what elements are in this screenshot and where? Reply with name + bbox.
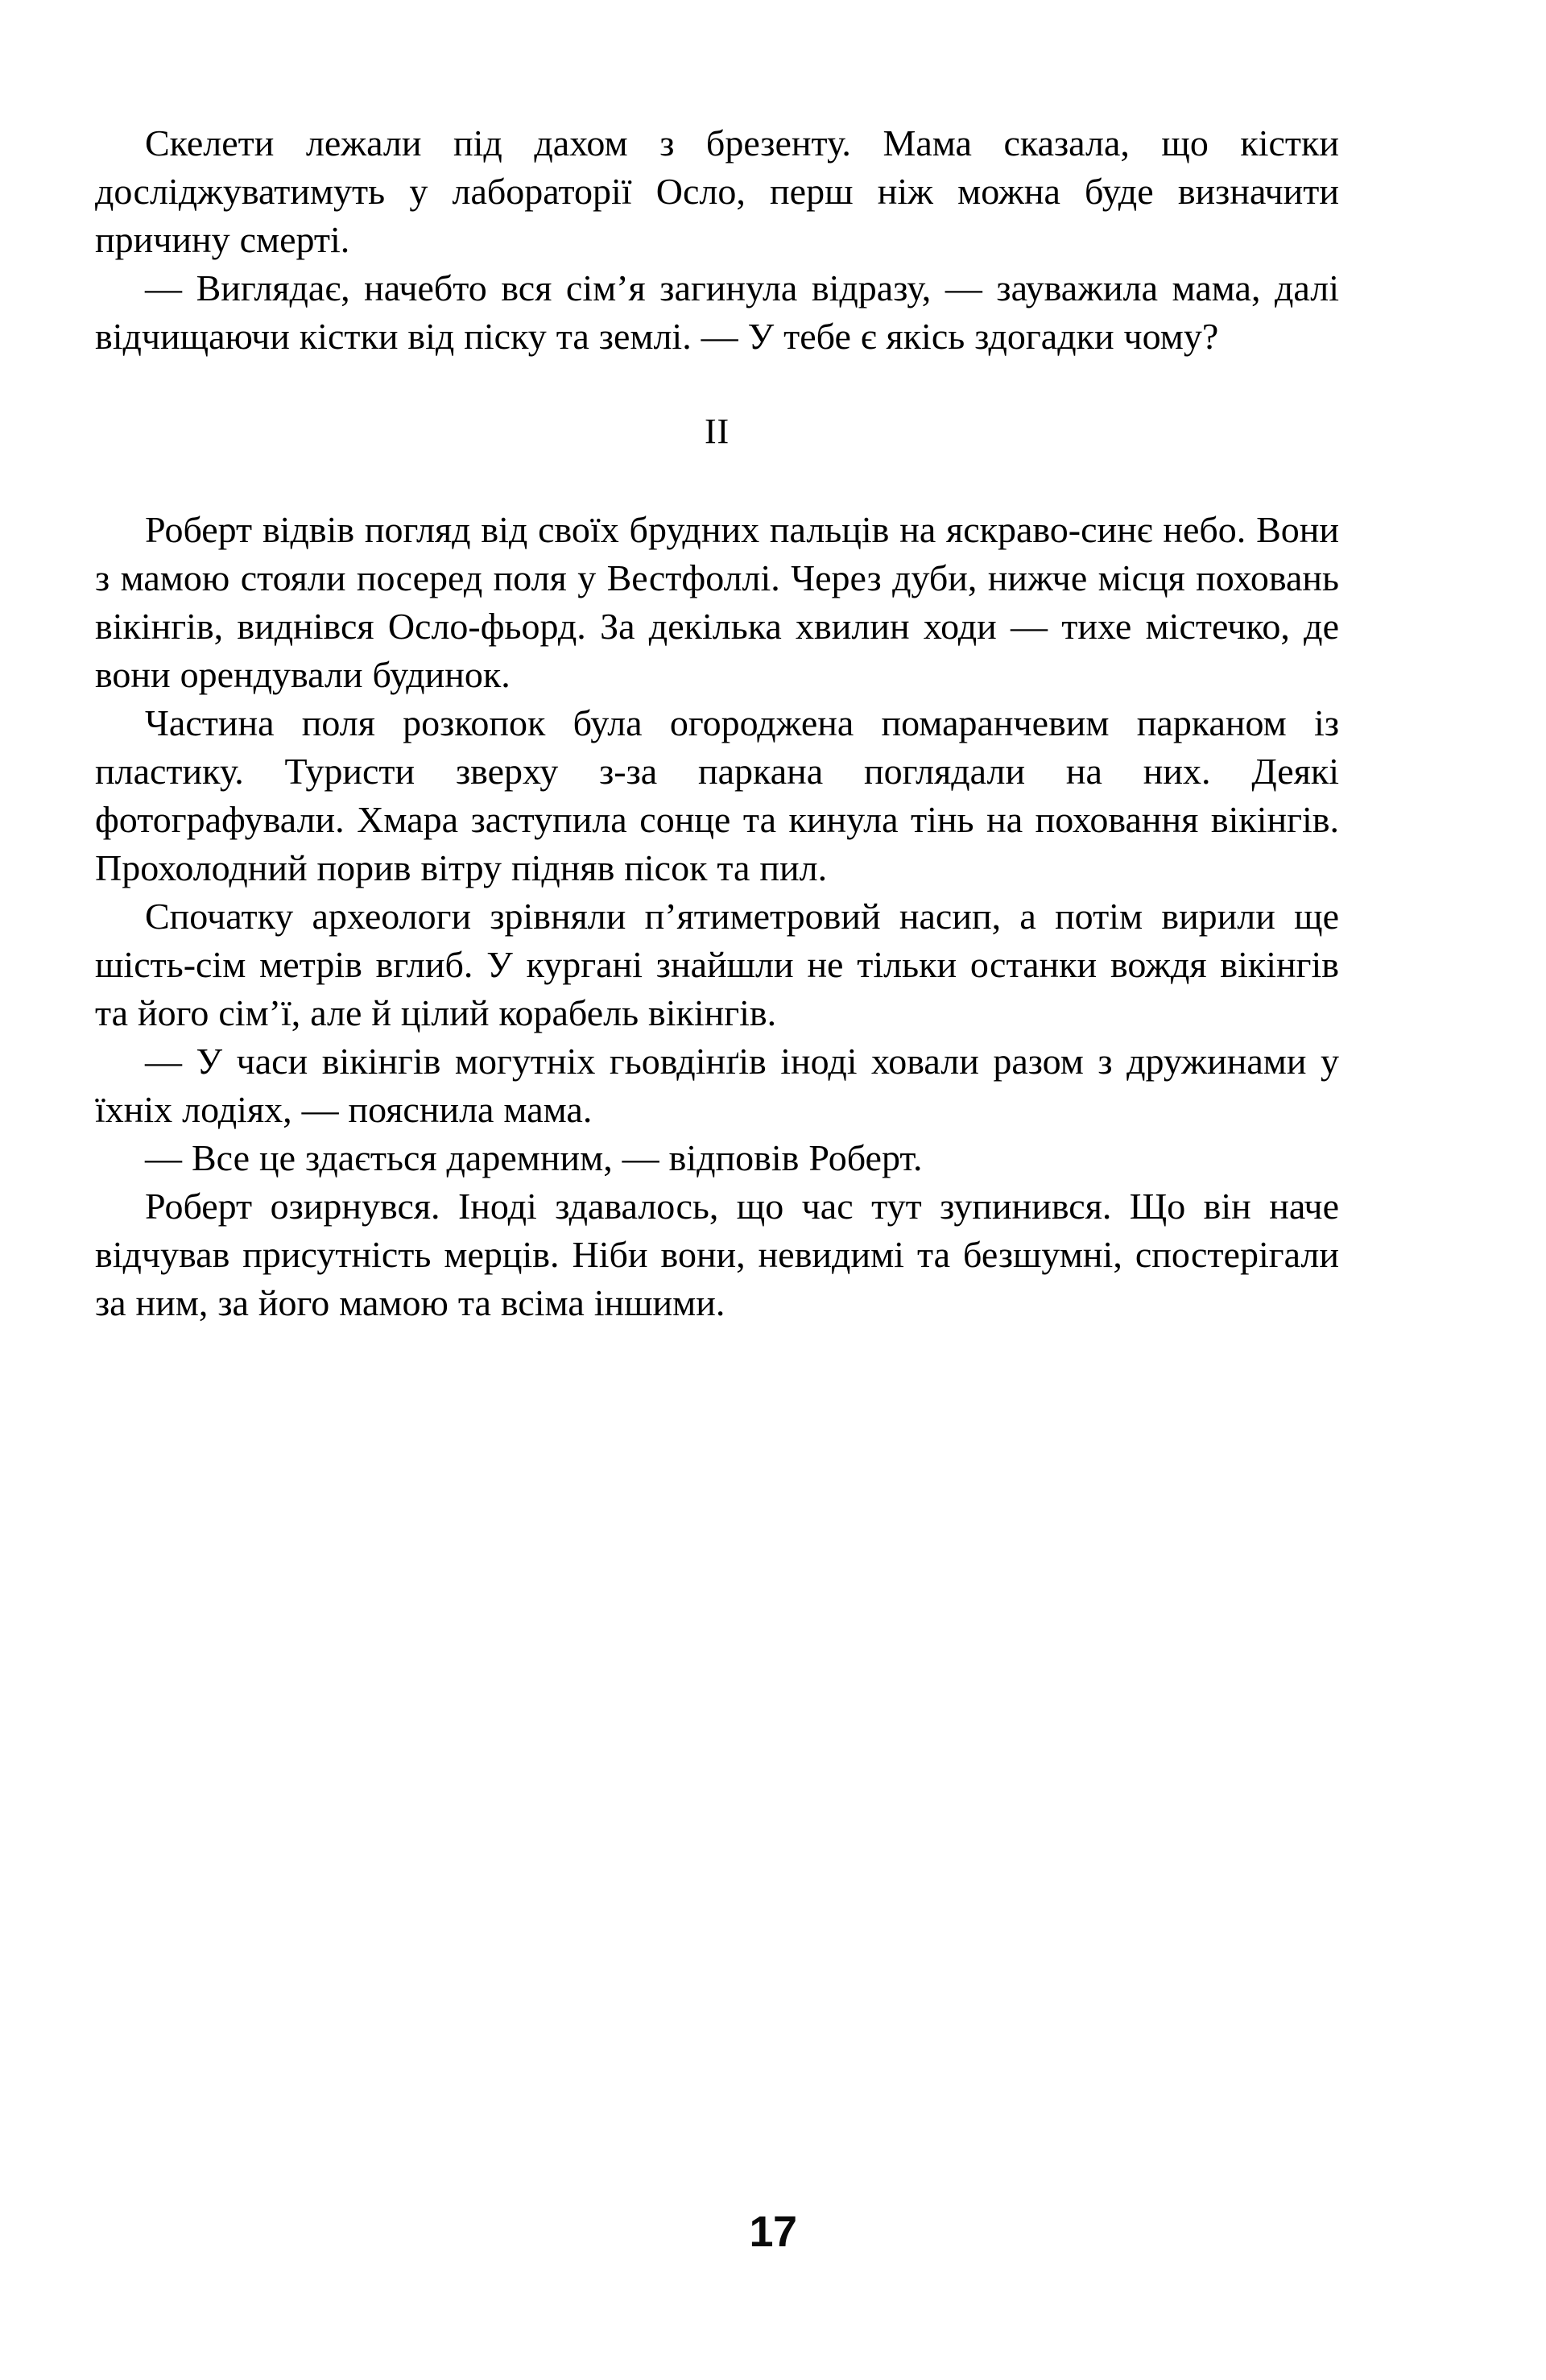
paragraph-dialogue-robert-reply: — Все це здається даремним, — відповів Роберт. bbox=[145, 1137, 923, 1178]
paragraph-robert-dead-presence: Роберт озирнувся. Іноді здавалось, що час тут зупинився. Що він наче відчував присутність мерців. Ніби вони, невидимі та безшумні, спостерігали за ним, за його мамою та всіма іншими. bbox=[95, 1186, 1339, 1323]
paragraph-archaeologists-mound: Спочатку археологи зрівняли п’ятиметровий насип, а потім вирили ще шість-сім метрів вглиб. У кургані знайшли не тільки останки вождя вікінгів та його сім’ї, але й цілий корабель вікінгів. bbox=[95, 896, 1339, 1033]
paragraph-excavation-fence: Частина поля розкопок була огороджена помаранчевим парканом із пластику. Туристи зверху з-за паркана поглядали на них. Деякі фотографували. Хмара заступила сонце та кинула тінь на поховання вікінгів. Прохолодний порив вітру підняв пісок та пил. bbox=[95, 702, 1339, 888]
page-text-block bbox=[95, 119, 1339, 1327]
paragraph-dialogue-mother-remark: — Виглядає, начебто вся сім’я загинула відразу, — зауважила мама, далі відчищаючи кістки від піску та землі. — У тебе є якісь здогадки чому? bbox=[95, 267, 1339, 357]
paragraph-skeletons: Скелети лежали під дахом з брезенту. Мама сказала, що кістки досліджуватимуть у лабораторії Осло, перш ніж можна буде визначити причину смерті. bbox=[95, 122, 1339, 260]
paragraph-robert-sky: Роберт відвів погляд від своїх брудних пальців на яскраво-синє небо. Вони з мамою стояли посеред поля у Вестфоллі. Через дуби, нижче місця поховань вікінгів, виднівся Осло-фьорд. За декілька хвилин ходи — тихе містечко, де вони орендували будинок. bbox=[95, 509, 1339, 695]
paragraph-dialogue-chieftains: — У часи вікінгів могутніх гьовдінґів іноді ховали разом з дружинами у їхніх лодіях, — пояснила мама. bbox=[95, 1041, 1339, 1130]
page-number: 17 bbox=[749, 2208, 797, 2256]
section-break-numeral: II bbox=[704, 412, 730, 451]
